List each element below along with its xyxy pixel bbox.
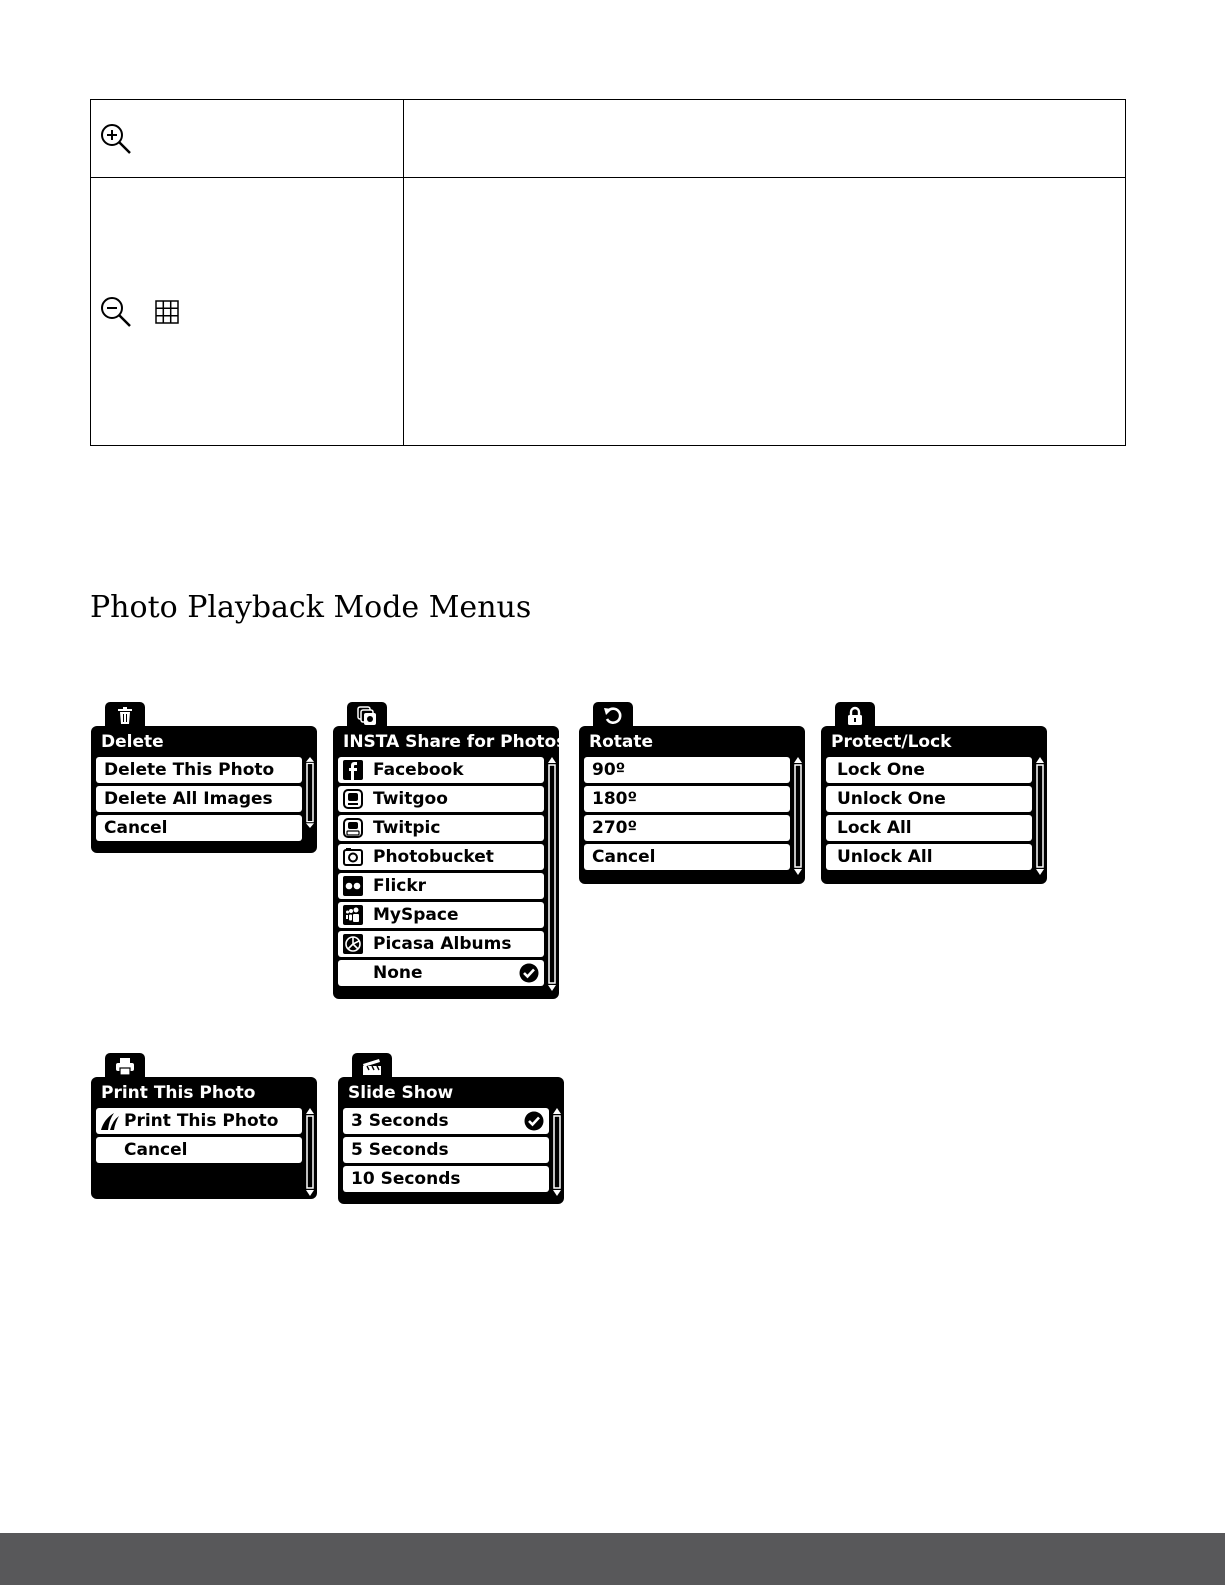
menu-item-cancel[interactable]: Cancel xyxy=(96,815,302,841)
menu-item-flickr[interactable] xyxy=(338,873,544,899)
scrollbar[interactable] xyxy=(548,757,556,991)
rotate-icon xyxy=(603,706,623,726)
twitgoo-icon xyxy=(343,789,363,809)
menu-item-twitpic[interactable] xyxy=(338,815,544,841)
insta-share-menu-tab[interactable] xyxy=(347,702,387,729)
menu-item-rotate-180[interactable]: 180º xyxy=(584,786,790,812)
facebook-icon xyxy=(343,760,363,780)
print-menu-title: Print This Photo xyxy=(101,1083,256,1103)
table-row xyxy=(91,100,1126,178)
scrollbar[interactable] xyxy=(306,757,314,845)
menu-item-label: Picasa Albums xyxy=(373,934,512,954)
blank-icon xyxy=(343,963,363,983)
menu-item-picasa-albums[interactable] xyxy=(338,931,544,957)
menu-item-delete-all-images[interactable]: Delete All Images xyxy=(96,786,302,812)
menu-item-photobucket[interactable] xyxy=(338,844,544,870)
share-icon xyxy=(357,706,377,726)
slide-show-menu-tab[interactable] xyxy=(352,1053,392,1080)
printer-icon xyxy=(115,1058,135,1076)
rotate-menu-title: Rotate xyxy=(589,732,654,752)
zoom-out-icon xyxy=(99,295,133,329)
footer-bar xyxy=(0,1533,1225,1585)
lock-icon xyxy=(847,706,863,726)
check-icon xyxy=(524,1111,544,1131)
table-cell-description xyxy=(404,100,1126,178)
rotate-menu xyxy=(579,702,805,884)
zoom-in-icon xyxy=(99,122,133,156)
menu-item-rotate-270[interactable]: 270º xyxy=(584,815,790,841)
menu-item-label: MySpace xyxy=(373,905,459,925)
table-cell-icon xyxy=(91,100,404,178)
menu-item-unlock-all[interactable]: Unlock All xyxy=(826,844,1032,870)
menu-item-label: 3 Seconds xyxy=(351,1111,449,1131)
check-icon xyxy=(519,963,539,983)
menu-item-10-seconds[interactable] xyxy=(343,1166,549,1192)
icon-table xyxy=(90,99,1126,446)
menu-item-lock-one[interactable]: Lock One xyxy=(826,757,1032,783)
menu-item-label: None xyxy=(373,963,423,983)
delete-menu-title: Delete xyxy=(101,732,164,752)
protect-lock-menu-title: Protect/Lock xyxy=(831,732,952,752)
menu-item-cancel[interactable] xyxy=(96,1137,302,1163)
menu-item-twitgoo[interactable] xyxy=(338,786,544,812)
scrollbar[interactable] xyxy=(1036,757,1044,875)
menu-item-label: Print This Photo xyxy=(124,1111,279,1131)
menu-item-label: 10 Seconds xyxy=(351,1169,461,1189)
menu-item-3-seconds[interactable] xyxy=(343,1108,549,1134)
delete-menu-tab[interactable] xyxy=(105,702,145,729)
slide-show-menu-title: Slide Show xyxy=(348,1083,454,1103)
menu-item-unlock-one[interactable]: Unlock One xyxy=(826,786,1032,812)
print-menu-tab[interactable] xyxy=(105,1053,145,1080)
menu-item-label: Facebook xyxy=(373,760,464,780)
scrollbar[interactable] xyxy=(306,1108,314,1196)
protect-lock-menu-tab[interactable] xyxy=(835,702,875,729)
menu-item-label: Twitgoo xyxy=(373,789,448,809)
menu-item-print-this-photo[interactable] xyxy=(96,1108,302,1134)
menu-item-label: Twitpic xyxy=(373,818,441,838)
print-menu xyxy=(91,1053,317,1199)
table-cell-description xyxy=(404,178,1126,446)
twitpic-icon xyxy=(343,818,363,838)
menu-item-5-seconds[interactable] xyxy=(343,1137,549,1163)
photobucket-icon xyxy=(343,847,363,867)
thumbnail-grid-icon xyxy=(153,298,181,326)
trash-icon xyxy=(117,707,133,725)
flickr-icon xyxy=(343,876,363,896)
menu-item-none[interactable] xyxy=(338,960,544,986)
menu-item-label: 5 Seconds xyxy=(351,1140,449,1160)
myspace-icon xyxy=(343,905,363,925)
insta-share-menu-title: INSTA Share for Photos xyxy=(343,732,567,752)
scrollbar[interactable] xyxy=(553,1108,561,1196)
menu-item-cancel[interactable]: Cancel xyxy=(584,844,790,870)
clapperboard-icon xyxy=(362,1058,382,1076)
scrollbar[interactable] xyxy=(794,757,802,875)
menu-item-facebook[interactable] xyxy=(338,757,544,783)
protect-lock-menu xyxy=(821,702,1047,884)
menu-item-label: Photobucket xyxy=(373,847,494,867)
picasa-icon xyxy=(343,934,363,954)
section-title: Photo Playback Mode Menus xyxy=(90,590,532,625)
menu-item-rotate-90[interactable]: 90º xyxy=(584,757,790,783)
menu-item-label: Flickr xyxy=(373,876,427,896)
menu-item-delete-this-photo[interactable]: Delete This Photo xyxy=(96,757,302,783)
pictbridge-icon xyxy=(100,1111,120,1131)
menu-item-myspace[interactable] xyxy=(338,902,544,928)
delete-menu xyxy=(91,702,317,853)
menu-item-label: Cancel xyxy=(124,1140,188,1160)
slide-show-menu xyxy=(338,1053,564,1204)
menu-item-lock-all[interactable]: Lock All xyxy=(826,815,1032,841)
table-cell-icon xyxy=(91,178,404,446)
insta-share-menu xyxy=(333,702,567,999)
rotate-menu-tab[interactable] xyxy=(593,702,633,729)
table-row xyxy=(91,178,1126,446)
